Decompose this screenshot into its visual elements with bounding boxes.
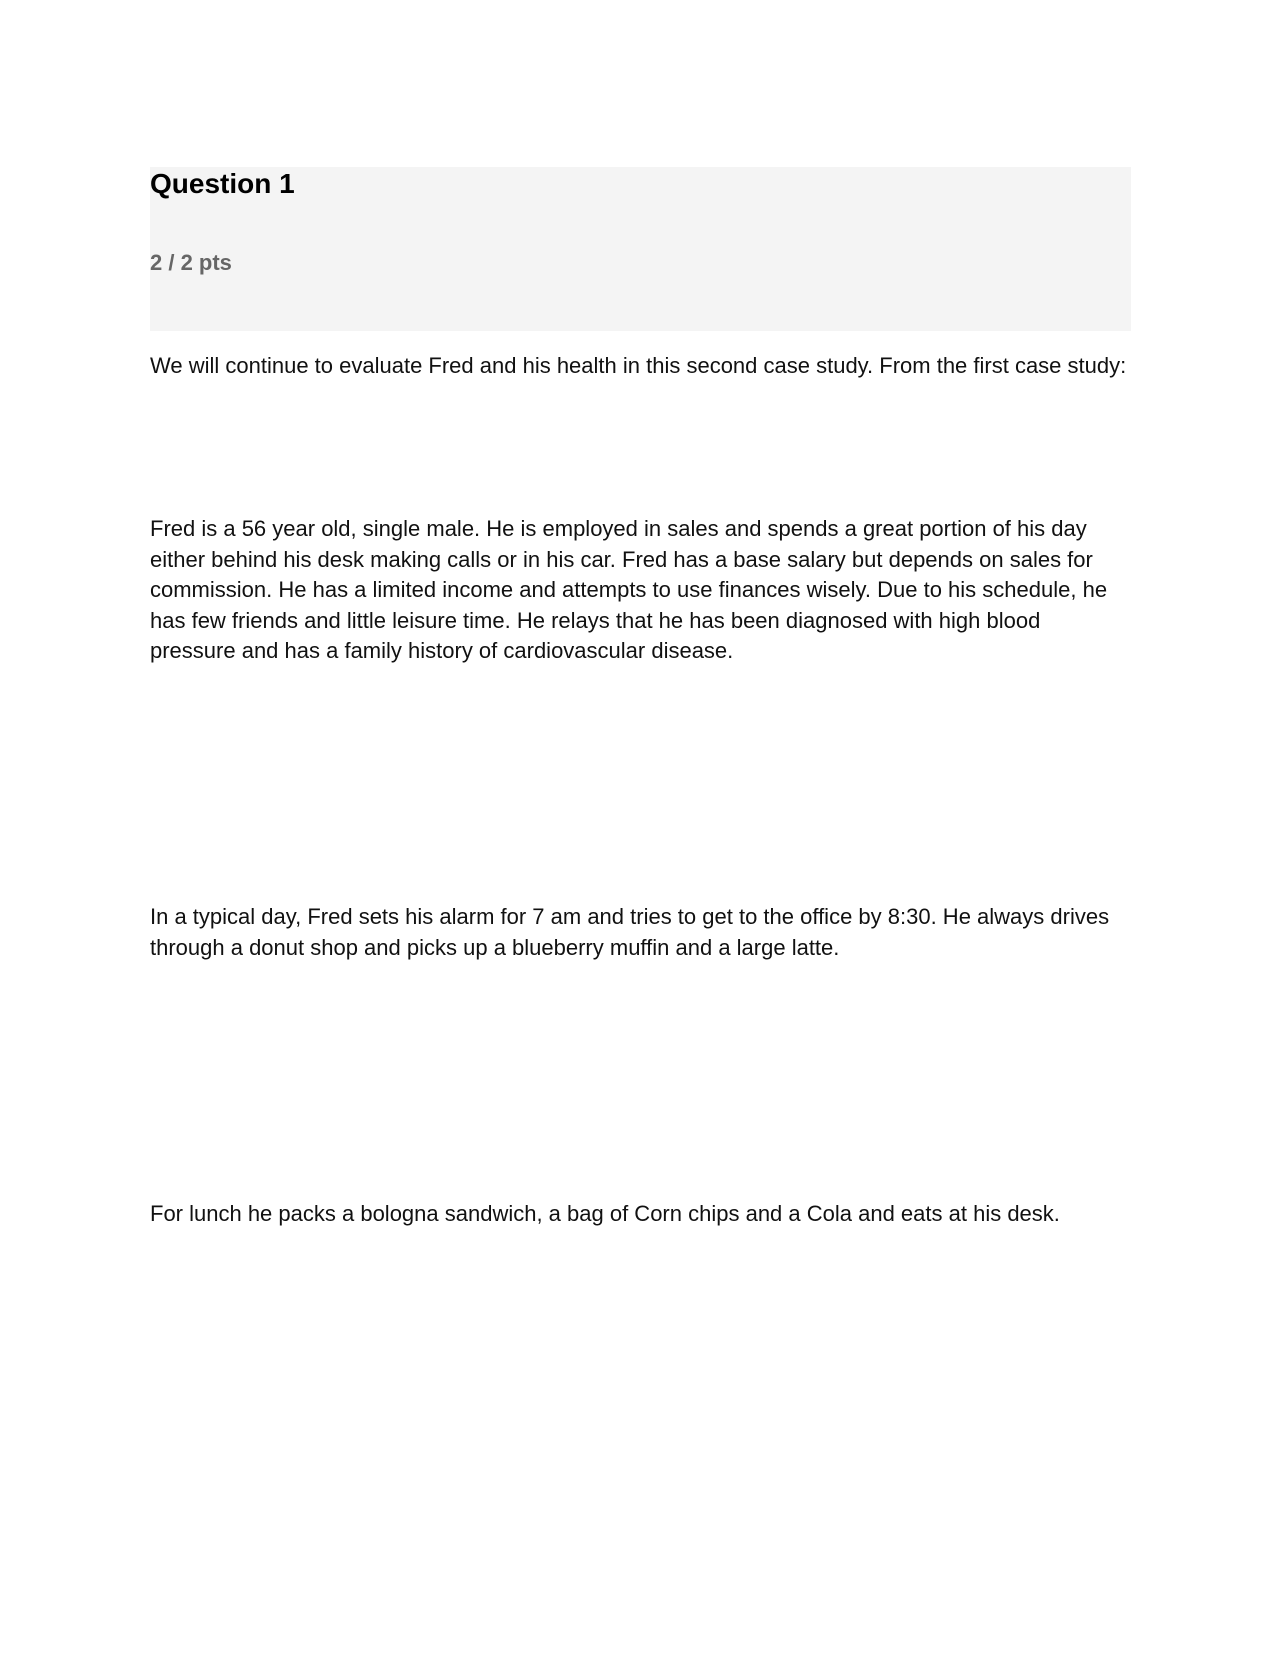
profile-paragraph: Fred is a 56 year old, single male. He is employed in sales and spends a great portion of his day either behind his desk making calls or in his car. Fred has a base salary but depends on sales for commission. He has a limited income and attempts to use finances wisely. Due to his schedule, he has few friends and little leisure time. He relays that he has been diagnosed with high blood pressure and has a family history of cardiovascular disease. xyxy=(150,516,1108,663)
question-title: Question 1 xyxy=(150,168,295,199)
question-points: 2 / 2 pts xyxy=(150,250,232,275)
morning-paragraph: In a typical day, Fred sets his alarm for 7 am and tries to get to the office by 8:30. He always drives through a donut shop and picks up a blueberry muffin and a large latte. xyxy=(150,904,1110,960)
intro-paragraph: We will continue to evaluate Fred and his health in this second case study. From the first case study: xyxy=(150,353,1127,378)
question-header xyxy=(150,167,1131,331)
lunch-paragraph: For lunch he packs a bologna sandwich, a bag of Corn chips and a Cola and eats at his desk. xyxy=(150,1201,1060,1226)
